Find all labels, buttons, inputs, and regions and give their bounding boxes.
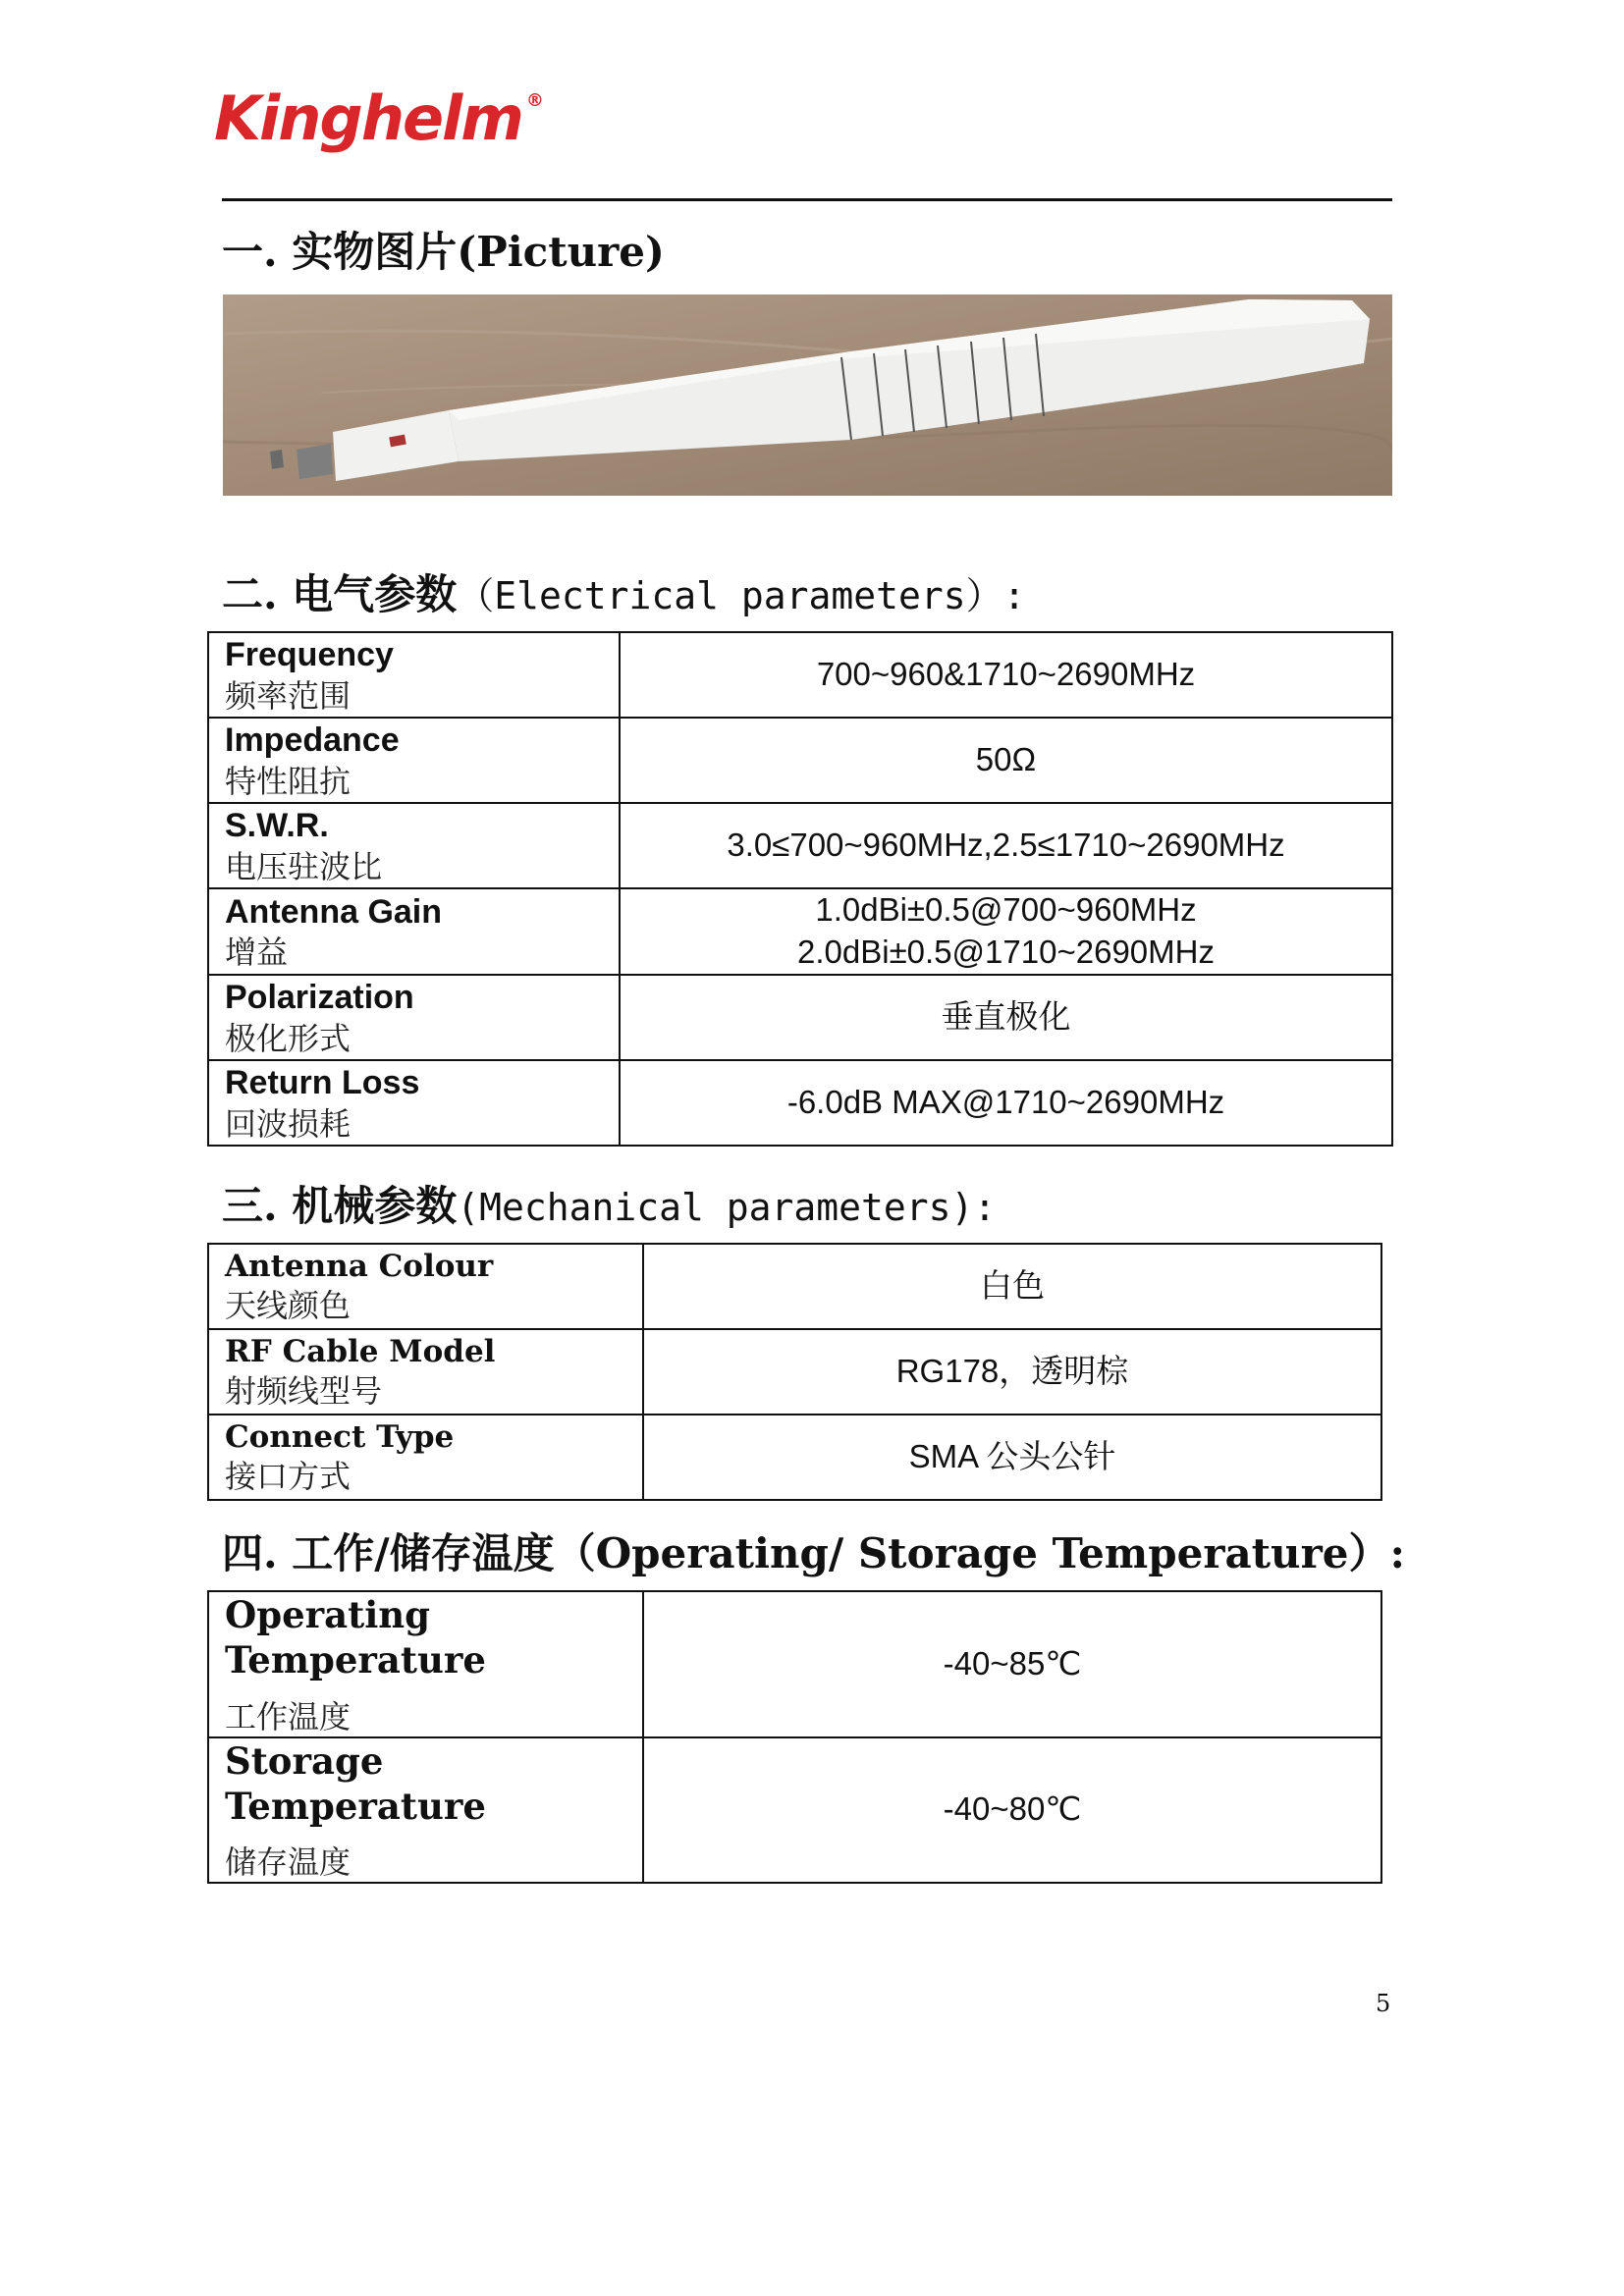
section-temperature-title-cn: 四. 工作/储存温度 xyxy=(222,1529,555,1577)
param-name-en: Connect Type xyxy=(225,1419,455,1456)
param-value xyxy=(620,975,1392,1060)
param-name-zh: 接口方式 xyxy=(225,1457,352,1495)
table-row xyxy=(208,718,1392,803)
section-picture-title-cn: 一. 实物图片 xyxy=(222,228,458,276)
param-name-en: Storage Temperature xyxy=(225,1738,486,1828)
section-mechanical-heading xyxy=(222,1174,996,1233)
param-name-zh: 天线颜色 xyxy=(225,1286,352,1324)
section-temperature-title-en: （Operating/ Storage Temperature）: xyxy=(554,1529,1405,1577)
table-row xyxy=(208,1415,1381,1500)
param-value-line: 垂直极化 xyxy=(941,996,1071,1036)
param-label xyxy=(208,1737,643,1884)
param-name-zh: 增益 xyxy=(225,934,289,972)
table-row xyxy=(208,632,1392,718)
param-name-en: RF Cable Model xyxy=(225,1334,496,1370)
param-value-line: 1.0dBi±0.5@700~960MHz xyxy=(815,891,1197,928)
table-row xyxy=(208,1591,1381,1737)
antenna-photo xyxy=(223,294,1392,496)
param-value xyxy=(620,718,1392,803)
param-value: 白色 xyxy=(643,1244,1381,1329)
param-value-line: 50Ω xyxy=(975,741,1037,778)
param-label xyxy=(208,1415,643,1500)
param-label xyxy=(208,1244,643,1329)
param-value-line: 700~960&1710~2690MHz xyxy=(816,656,1196,693)
param-name-zh: 电压驻波比 xyxy=(225,847,383,885)
section-mechanical-title-en: (Mechanical parameters): xyxy=(457,1186,997,1229)
page-number: 5 xyxy=(1376,1990,1391,2017)
param-label xyxy=(208,803,620,888)
registered-mark: ® xyxy=(525,90,542,111)
param-value xyxy=(620,888,1392,975)
param-label xyxy=(208,975,620,1060)
param-value xyxy=(620,803,1392,888)
param-value-line: -6.0dB MAX@1710~2690MHz xyxy=(786,1083,1225,1120)
table-row xyxy=(208,1244,1381,1329)
param-name-zh: 回波损耗 xyxy=(225,1104,352,1143)
section-mechanical-title-cn: 三. 机械参数 xyxy=(222,1182,458,1230)
param-value-line: 3.0≤700~960MHz,2.5≤1710~2690MHz xyxy=(727,827,1285,864)
param-value: -40~80℃ xyxy=(643,1737,1381,1884)
param-value: SMA 公头公针 xyxy=(643,1415,1381,1500)
param-name-en: Antenna Colour xyxy=(225,1249,494,1285)
header-rule xyxy=(222,198,1392,201)
logo-text: Kinghelm xyxy=(214,82,522,154)
section-picture-heading xyxy=(222,220,665,279)
param-name-en: Return Loss xyxy=(225,1064,420,1102)
param-name-en: S.W.R. xyxy=(225,807,329,845)
section-electrical-title-cn: 二. 电气参数 xyxy=(222,570,458,618)
electrical-parameters-table xyxy=(207,631,1393,1147)
section-picture-title-en: (Picture) xyxy=(457,228,665,276)
param-label xyxy=(208,1591,643,1737)
param-name-zh: 频率范围 xyxy=(225,676,352,715)
table-row xyxy=(208,1737,1381,1884)
section-temperature-heading xyxy=(222,1522,1405,1580)
param-value xyxy=(620,632,1392,718)
param-label xyxy=(208,718,620,803)
param-label xyxy=(208,1060,620,1146)
param-name-en: Frequency xyxy=(225,636,394,674)
param-name-en: Impedance xyxy=(225,721,400,760)
param-label xyxy=(208,632,620,718)
mechanical-parameters-table xyxy=(207,1243,1382,1501)
param-value xyxy=(620,1060,1392,1146)
antenna-illustration xyxy=(223,294,1392,496)
param-value: RG178，透明棕 xyxy=(643,1329,1381,1415)
param-name-en: Operating Temperature xyxy=(225,1593,486,1682)
section-electrical-heading xyxy=(222,562,1026,621)
param-label xyxy=(208,888,620,975)
table-row xyxy=(208,1060,1392,1146)
param-name-zh: 工作温度 xyxy=(225,1697,352,1735)
param-name-zh: 射频线型号 xyxy=(225,1371,383,1410)
param-name-zh: 特性阻抗 xyxy=(225,762,352,800)
param-name-zh: 储存温度 xyxy=(225,1843,352,1881)
param-name-en: Polarization xyxy=(225,979,414,1017)
section-electrical-title-en: （Electrical parameters）: xyxy=(457,574,1026,617)
param-name-en: Antenna Gain xyxy=(225,892,443,931)
param-value-line: 2.0dBi±0.5@1710~2690MHz xyxy=(797,933,1215,970)
kinghelm-logo xyxy=(214,82,542,154)
table-row xyxy=(208,1329,1381,1415)
table-row xyxy=(208,803,1392,888)
param-value: -40~85℃ xyxy=(643,1591,1381,1737)
table-row xyxy=(208,975,1392,1060)
temperature-table xyxy=(207,1590,1382,1884)
param-label xyxy=(208,1329,643,1415)
param-name-zh: 极化形式 xyxy=(225,1019,352,1057)
table-row xyxy=(208,888,1392,975)
